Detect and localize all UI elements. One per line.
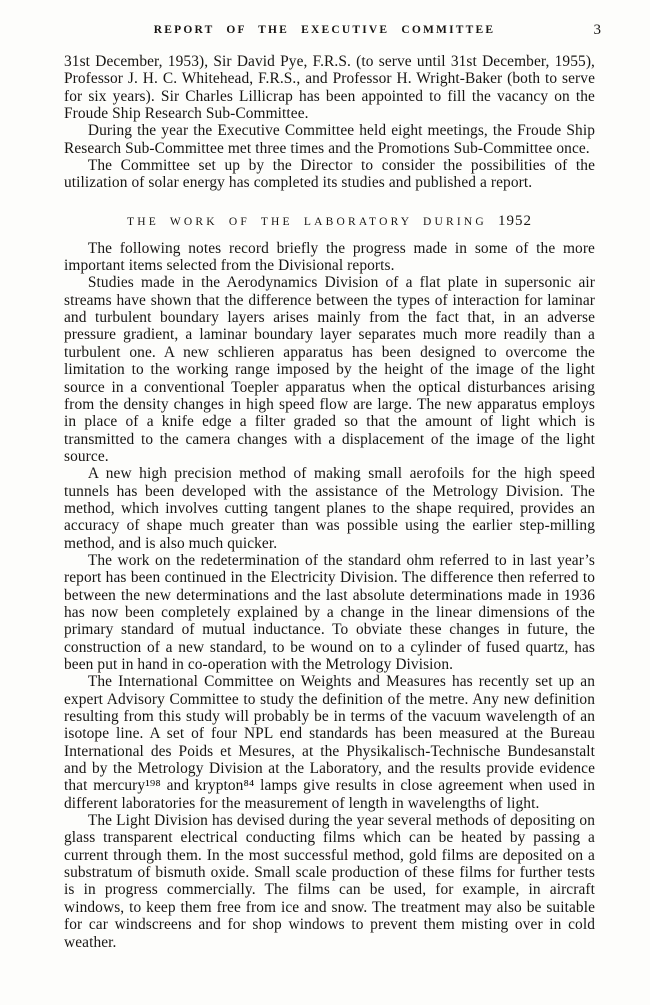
paragraph: A new high precision method of making small aerofoils for the high speed tunnels has been developed with the assistance of the Metrology Division. The method, which involves cutting tangent planes to the shape required, provides an accuracy of shape much greater than was possible using the earlier step-milling method, and is also much quicker. — [64, 465, 595, 552]
paragraph: The Light Division has devised during the year several methods of depositing on glass transparent electrical conducting films which can be heated by passing a current through them. In the most successful method, gold films are deposited on a substratum of bismuth oxide. Small scale production of these films for further tests is in progress commercially. The films can be used, for example, in aircraft windows, to keep them free from ice and snow. The treatment may also be suitable for car windscreens and for shop windows to prevent them misting over in cold weather. — [64, 812, 595, 951]
paragraph-continuation: 31st December, 1953), Sir David Pye, F.R.S. (to serve until 31st December, 1955), Professor J. H. C. Whitehead, F.R.S., and Professor H. Wright-Baker (both to serve for six years). Sir Charles Lillicrap has been appointed to fill the vacancy on the Froude Ship Research Sub-Committee. — [64, 53, 595, 123]
section-heading-year: 1952 — [497, 212, 532, 229]
page-number: 3 — [593, 22, 601, 38]
running-header — [64, 22, 601, 40]
paragraph: The Committee set up by the Director to consider the possibilities of the utilization of solar energy has completed its studies and published a report. — [64, 157, 595, 192]
section-heading-text: THE WORK OF THE LABORATORY DURING — [127, 215, 487, 228]
paragraph: The International Committee on Weights and Measures has recently set up an expert Advisory Committee to study the definition of the metre. Any new definition resulting from this study will probably be in terms of the vacuum wavelength of an isotope line. A set of four NPL end standards has been measured at the Bureau International des Poids et Mesures, at the Physikalisch-Technische Bundesanstalt and by the Metrology Division at the Laboratory, and the results provide evidence that mercury¹⁹⁸ and krypton⁸⁴ lamps give results in close agreement when used in different laboratories for the measurement of length in wavelengths of light. — [64, 673, 595, 812]
paragraph: Studies made in the Aerodynamics Division of a flat plate in supersonic air streams have shown that the difference between the types of interaction for laminar and turbulent boundary layers arises mainly from the fact that, in an adverse pressure gradient, a laminar boundary layer separates much more readily than a turbulent one. A new schlieren apparatus has been designed to overcome the limitation to the working range imposed by the height of the image of the light source in a conventional Toepler apparatus when the optical disturbances arising from the density changes in high speed flow are large. The new apparatus employs in place of a knife edge a filter graded so that the amount of light which is transmitted to the camera changes with a displacement of the image of the light source. — [64, 274, 595, 465]
page-body — [64, 53, 595, 951]
section-heading — [64, 213, 595, 230]
paragraph: During the year the Executive Committee held eight meetings, the Froude Ship Research Sub-Committee met three times and the Promotions Sub-Committee once. — [64, 122, 595, 157]
running-title: REPORT OF THE EXECUTIVE COMMITTEE — [153, 24, 496, 36]
paragraph: The following notes record briefly the progress made in some of the more important items selected from the Divisional reports. — [64, 239, 595, 275]
paragraph: The work on the redetermination of the standard ohm referred to in last year’s report has been continued in the Electricity Division. The difference then referred to between the new determinations and the last absolute determinations made in 1936 has now been completely explained by a change in the linear dimensions of the primary standard of mutual inductance. To obviate these changes in future, the construction of a new standard, to be wound on to a cylinder of fused quartz, has been put in hand in co-operation with the Metrology Division. — [64, 551, 595, 673]
